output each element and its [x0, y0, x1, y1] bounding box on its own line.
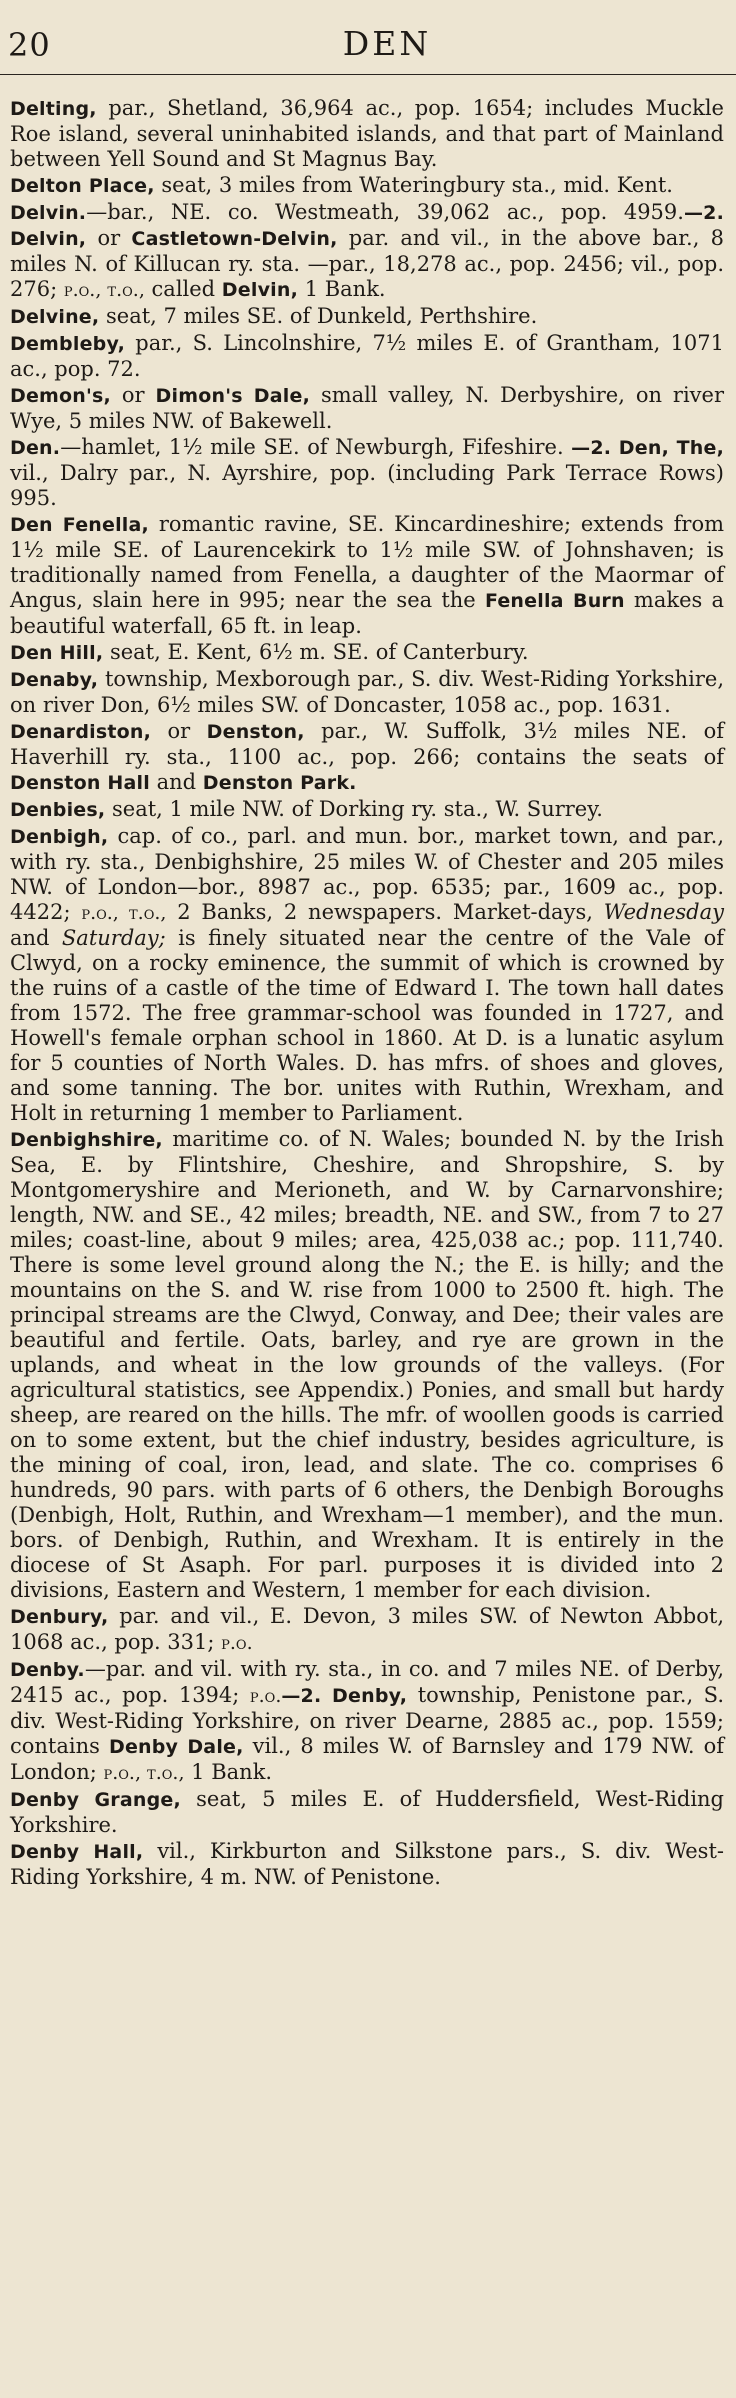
headword: —2. Denby, [281, 1685, 408, 1707]
entry-text: —bar., NE. co. Westmeath, 39,062 ac., pop. 4959. [86, 200, 684, 224]
page-number: 20 [8, 26, 51, 64]
headword: Castletown-Delvin, [131, 228, 338, 250]
gazetteer-entry [10, 331, 724, 382]
gazetteer-entry [10, 1657, 724, 1786]
headword: Denby Dale, [108, 1736, 244, 1758]
headword: Denby Grange, [10, 1789, 181, 1811]
headword: —2. Den, The, [571, 437, 725, 459]
headword: Dimon's Dale, [155, 385, 311, 407]
entry-text: and [10, 926, 62, 950]
entry-text: cap. of co., parl. and mun. bor., market town, and par., with ry. sta., Denbighshire, 25 miles W. of Chester and 205 miles NW. of London—bor., 8987 ac., pop. 6535; par., 1609 ac., pop. 4422; [10, 824, 724, 924]
entry-text: par., Shetland, 36,964 ac., pop. 1654; includes Muckle Roe island, several uninhabited islands, and that part of Mainland between Yell Sound and St Magnus Bay. [10, 96, 724, 171]
entry-text: —par. and vil. with ry. sta., in co. and 7 miles NE. of Derby, 2415 ac., pop. 1394; [10, 1657, 724, 1707]
gazetteer-entry [10, 200, 724, 303]
italic-text: Wednesday [603, 900, 725, 924]
headword: Denston Park. [202, 772, 357, 794]
page-header [10, 0, 724, 68]
entry-text: maritime co. of N. Wales; bounded N. by the Irish Sea, E. by Flintshire, Cheshire, and Shropshire, S. by Montgomeryshire and Merioneth, and W. by Carnarvonshire; length, NW. and SE., 42 miles; breadth, NE. and SW., from 7 to 27 miles; coast-line, about 9 miles; area, 425,038 ac.; pop. 111,740. There is some level ground along the N.; the E. is hilly; and the mountains on the S. and W. rise from 1000 to 2500 ft. high. The principal streams are the Clwyd, Conway, and Dee; their vales are beautiful and fertile. Oats, barley, and rye are grown in the uplands, and wheat in the low grounds of the valleys. (For agricultural statistics, see Appendix.) Ponies, and small but hardy sheep, are reared on the hills. The mfr. of woollen goods is carried on to some extent, but the chief industry, besides agriculture, is the mining of coal, iron, lead, and slate. The co. comprises 6 hundreds, 90 pars. with parts of 6 others, the Denbigh Boroughs (Denbigh, Holt, Ruthin, and Wrexham—1 member), and the mun. bors. of Denbigh, Ruthin, and Wrexham. It is entirely in the diocese of St Asaph. For parl. purposes it is divided into 2 divisions, Eastern and Western, 1 member for each division. [10, 1127, 724, 1602]
headword: Den Fenella, [10, 514, 149, 536]
headword: Dembleby, [10, 333, 125, 355]
gazetteer-entry [10, 667, 724, 718]
gazetteer-entry [10, 96, 724, 172]
entry-text: vil., Dalry par., N. Ayrshire, pop. (including Park Terrace Rows) 995. [10, 461, 724, 510]
headword: Denbighshire, [10, 1129, 163, 1151]
headword: Den. [10, 437, 61, 459]
gazetteer-entry [10, 824, 724, 1126]
entry-text: seat, 1 mile NW. of Dorking ry. sta., W. Surrey. [105, 797, 603, 821]
entry-text: 1 Bank. [298, 277, 386, 301]
headword: Denbies, [10, 799, 106, 821]
headword: Denby. [10, 1659, 85, 1681]
gazetteer-entry [10, 719, 724, 796]
entry-text: or [110, 383, 156, 407]
entry-text: or [86, 226, 132, 250]
headword: Delvin. [10, 202, 87, 224]
running-head: DEN [342, 24, 432, 63]
headword: —2. Delvin, [10, 202, 724, 250]
entry-text: 1 Bank. [184, 1760, 273, 1784]
abbreviation: p.o., t.o., [81, 902, 167, 924]
headword: Denbury, [10, 1606, 109, 1628]
abbreviation: p.o. [221, 1632, 253, 1654]
entry-text: vil., Kirkburton and Silkstone pars., S. div. West-Riding Yorkshire, 4 m. NW. of Penistone. [10, 1839, 724, 1889]
gazetteer-entry [10, 435, 724, 511]
abbreviation: p.o., t.o., [103, 1762, 185, 1784]
headword: Demon's, [10, 385, 111, 407]
gazetteer-entry [10, 1604, 724, 1656]
entry-text: called [144, 277, 222, 301]
gazetteer-entry [10, 512, 724, 639]
headword: Delton Place, [10, 175, 155, 197]
entry-text: —hamlet, 1½ mile SE. of Newburgh, Fifeshire. [60, 435, 572, 459]
entry-text: township, Mexborough par., S. div. West-Riding Yorkshire, on river Don, 6½ miles SW. of Doncaster, 1058 ac., pop. 1631. [10, 667, 724, 717]
entry-text: or [151, 719, 207, 743]
entry-text: township, Penistone par., S. div. West-Riding Yorkshire, on river Dearne, 2885 ac., pop. 1559; contains [10, 1683, 724, 1758]
gazetteer-entry [10, 1787, 724, 1838]
entry-text: seat, 5 miles E. of Huddersfield, West-Riding Yorkshire. [10, 1787, 725, 1837]
entry-text: par., S. Lincolnshire, 7½ miles E. of Grantham, 1071 ac., pop. 72. [10, 331, 724, 381]
headword: Denby Hall, [10, 1841, 144, 1863]
entry-text: seat, 7 miles SE. of Dunkeld, Perthshire. [99, 304, 538, 328]
headword: Denston Hall [10, 772, 150, 794]
headword: Delvin, [221, 279, 299, 301]
entry-text: seat, E. Kent, 6½ m. SE. of Canterbury. [103, 640, 529, 664]
headword: Denbigh, [10, 826, 109, 848]
headword: Denaby, [10, 669, 99, 691]
gazetteer-entry [10, 640, 724, 666]
headword: Denardiston, [10, 721, 152, 743]
headword: Fenella Burn [484, 590, 625, 612]
abbreviation: p.o. [249, 1685, 282, 1707]
gazetteer-entry [10, 304, 724, 330]
entry-text: makes a beautiful waterfall, 65 ft. in leap. [10, 588, 725, 638]
gazetteer-entry [10, 1127, 724, 1603]
entry-text: and [149, 770, 203, 794]
entry-text: romantic ravine, SE. Kincardineshire; extends from 1½ mile SE. of Laurencekirk to 1½ mile SW. of Johnshaven; is traditionally named from Fenella, a daughter of the Maormar of Angus, slain here in 995; near the sea the [10, 512, 725, 612]
entry-text: seat, 3 miles from Wateringbury sta., mid. Kent. [154, 173, 673, 197]
gazetteer-entry [10, 797, 724, 823]
entry-text: par. and vil., in the above bar., 8 miles N. of Killucan ry. sta. —par., 18,278 ac., pop. 2456; vil., pop. 276; [10, 226, 724, 301]
entry-text: 2 Banks, 2 newspapers. Market-days, [166, 900, 604, 924]
italic-text: Saturday; [61, 926, 166, 950]
entry-text: par. and vil., E. Devon, 3 miles SW. of Newton Abbot, 1068 ac., pop. 331; [10, 1604, 724, 1654]
headword: Delting, [10, 98, 97, 120]
entry-text: par., W. Suffolk, 3½ miles NE. of Haverhill ry. sta., 1100 ac., pop. 266; contains the seats of [10, 719, 724, 769]
headword: Delvine, [10, 306, 100, 328]
gazetteer-entry [10, 173, 724, 199]
header-rule [0, 74, 736, 75]
entries-column [10, 96, 724, 1891]
gazetteer-entry [10, 383, 724, 434]
abbreviation: p.o., t.o., [63, 279, 145, 301]
headword: Den Hill, [10, 642, 104, 664]
headword: Denston, [206, 721, 305, 743]
gazetteer-entry [10, 1839, 724, 1890]
entry-text: small valley, N. Derbyshire, on river Wye, 5 miles NW. of Bakewell. [10, 383, 725, 433]
entry-text: vil., 8 miles W. of Barnsley and 179 NW. of London; [10, 1734, 724, 1784]
entry-text: is finely situated near the centre of the Vale of Clwyd, on a rocky eminence, the summit of which is crowned by the ruins of a castle of the time of Edward I. The town hall dates from 1572. The free grammar-school was founded in 1727, and Howell's female orphan school in 1860. At D. is a lunatic asylum for 5 counties of North Wales. D. has mfrs. of shoes and gloves, and some tanning. The bor. unites with Ruthin, Wrexham, and Holt in returning 1 member to Parliament. [10, 926, 724, 1125]
